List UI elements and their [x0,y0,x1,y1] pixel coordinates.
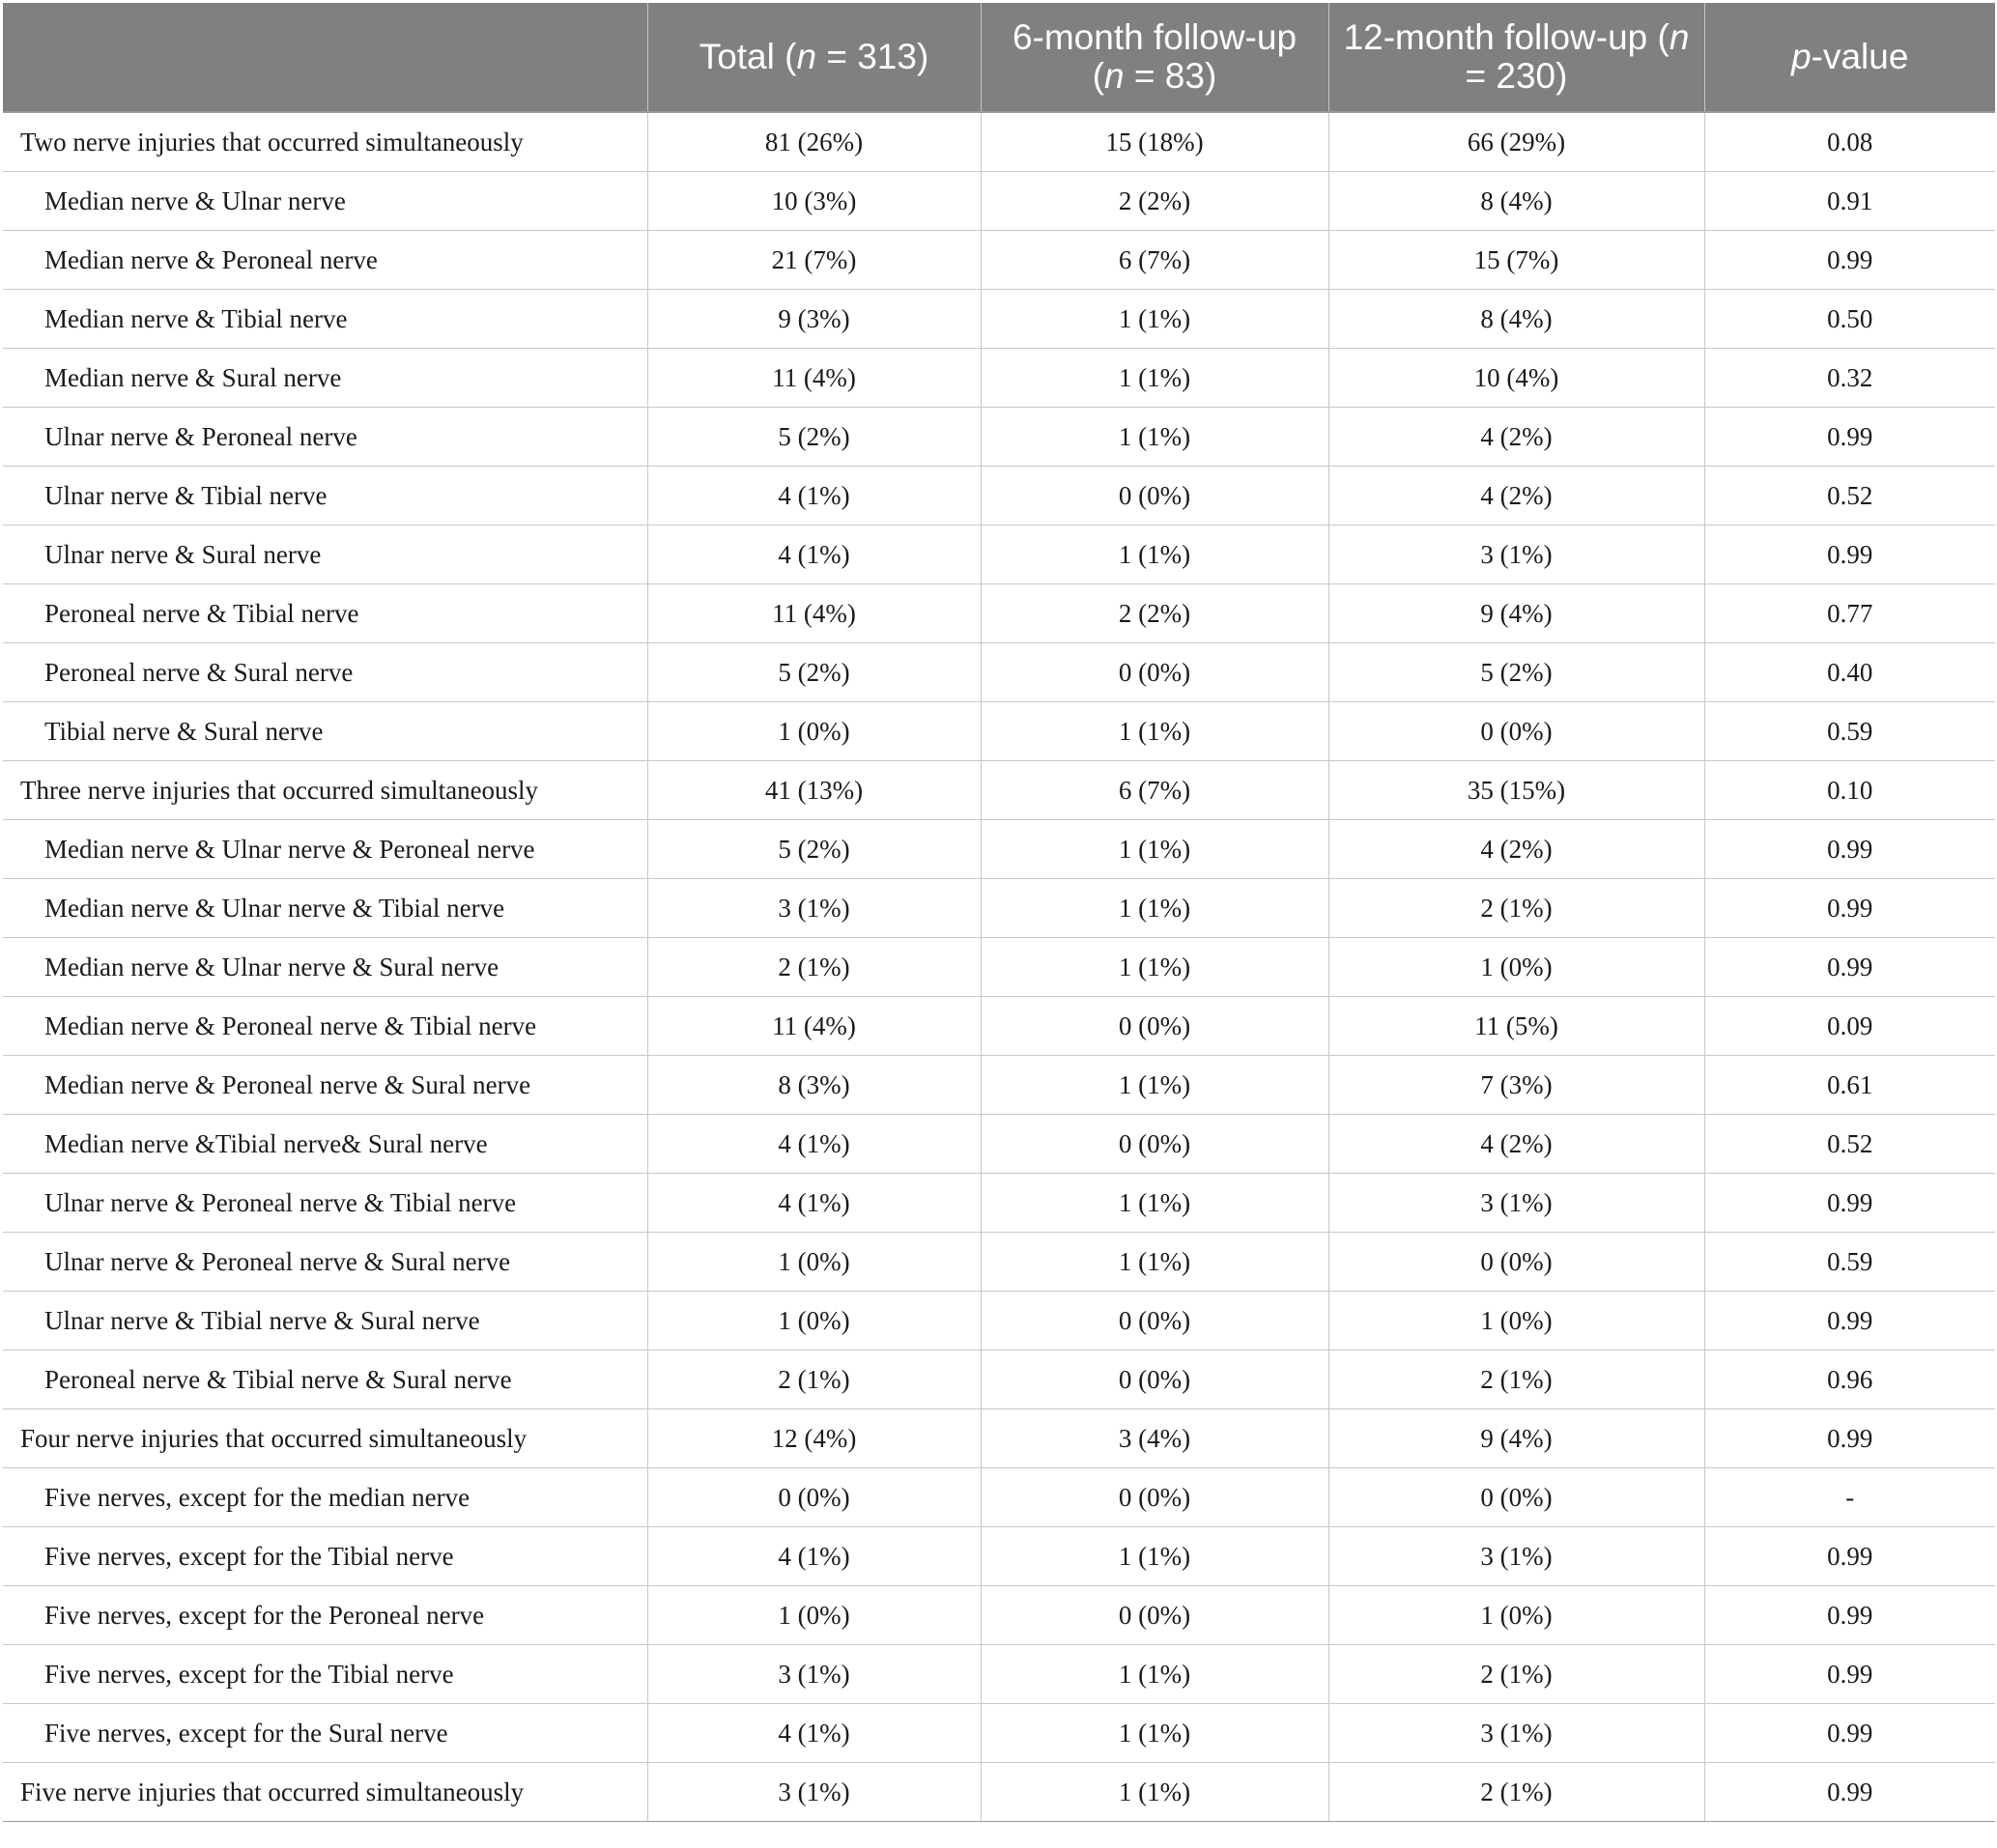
cell-p-value: 0.99 [1704,408,1995,467]
nerve-injury-table-container [3,3,1995,1822]
table-group-row [3,761,1995,820]
cell-p-value: - [1704,1468,1995,1527]
cell-6-month: 3 (4%) [981,1409,1328,1468]
cell-total: 3 (1%) [647,1645,981,1704]
cell-total: 11 (4%) [647,584,981,643]
cell-total: 8 (3%) [647,1056,981,1115]
row-label: Five nerves, except for the median nerve [3,1468,647,1527]
cell-p-value: 0.08 [1704,112,1995,172]
table-row [3,1645,1995,1704]
cell-p-value: 0.61 [1704,1056,1995,1115]
cell-12-month: 2 (1%) [1328,1350,1704,1409]
cell-total: 4 (1%) [647,467,981,526]
cell-total: 2 (1%) [647,938,981,997]
cell-6-month: 0 (0%) [981,643,1328,702]
cell-6-month: 0 (0%) [981,1115,1328,1174]
cell-12-month: 4 (2%) [1328,467,1704,526]
row-label: Ulnar nerve & Peroneal nerve & Tibial nerve [3,1174,647,1233]
row-label: Ulnar nerve & Tibial nerve [3,467,647,526]
table-row [3,1115,1995,1174]
cell-total: 0 (0%) [647,1468,981,1527]
cell-total: 5 (2%) [647,643,981,702]
cell-12-month: 10 (4%) [1328,349,1704,408]
row-label: Five nerves, except for the Peroneal nerve [3,1586,647,1645]
cell-total: 11 (4%) [647,349,981,408]
table-row [3,1056,1995,1115]
header-6-month-post: = 83) [1124,56,1217,96]
cell-12-month: 35 (15%) [1328,761,1704,820]
table-row [3,1527,1995,1586]
cell-12-month: 15 (7%) [1328,231,1704,290]
table-row [3,1704,1995,1763]
header-total-ital: n [796,37,817,76]
cell-6-month: 1 (1%) [981,1174,1328,1233]
cell-total: 5 (2%) [647,820,981,879]
cell-p-value: 0.99 [1704,1174,1995,1233]
row-label: Peroneal nerve & Tibial nerve [3,584,647,643]
cell-6-month: 1 (1%) [981,938,1328,997]
cell-p-value: 0.99 [1704,1645,1995,1704]
row-label: Four nerve injuries that occurred simultaneously [3,1409,647,1468]
row-label: Median nerve & Ulnar nerve [3,172,647,231]
header-total-pre: Total ( [699,37,797,76]
table-row [3,1174,1995,1233]
table-row [3,1586,1995,1645]
table-row [3,702,1995,761]
cell-6-month: 2 (2%) [981,172,1328,231]
header-p-value-ital: p [1791,37,1812,76]
cell-p-value: 0.59 [1704,1233,1995,1292]
table-row [3,643,1995,702]
cell-total: 21 (7%) [647,231,981,290]
cell-12-month: 3 (1%) [1328,526,1704,584]
row-label: Peroneal nerve & Tibial nerve & Sural nerve [3,1350,647,1409]
row-label: Median nerve & Ulnar nerve & Peroneal nerve [3,820,647,879]
cell-12-month: 2 (1%) [1328,879,1704,938]
cell-p-value: 0.52 [1704,1115,1995,1174]
cell-12-month: 11 (5%) [1328,997,1704,1056]
row-label: Median nerve & Ulnar nerve & Sural nerve [3,938,647,997]
row-label: Ulnar nerve & Sural nerve [3,526,647,584]
cell-12-month: 3 (1%) [1328,1527,1704,1586]
table-body [3,112,1995,1822]
header-12-month-pre: 12-month follow-up ( [1343,17,1669,57]
cell-total: 4 (1%) [647,1174,981,1233]
table-row [3,997,1995,1056]
table-row [3,408,1995,467]
row-label: Median nerve & Peroneal nerve & Sural nerve [3,1056,647,1115]
cell-6-month: 1 (1%) [981,1645,1328,1704]
cell-p-value: 0.59 [1704,702,1995,761]
table-row [3,231,1995,290]
row-label: Five nerves, except for the Sural nerve [3,1704,647,1763]
table-row [3,290,1995,349]
row-label: Median nerve & Tibial nerve [3,290,647,349]
cell-12-month: 66 (29%) [1328,112,1704,172]
cell-12-month: 0 (0%) [1328,1233,1704,1292]
cell-6-month: 1 (1%) [981,1704,1328,1763]
row-label: Median nerve & Peroneal nerve [3,231,647,290]
header-6-month-ital: n [1104,56,1125,96]
header-total [647,3,981,112]
cell-6-month: 0 (0%) [981,1292,1328,1350]
cell-6-month: 0 (0%) [981,1468,1328,1527]
row-label: Five nerves, except for the Tibial nerve [3,1527,647,1586]
cell-6-month: 1 (1%) [981,408,1328,467]
cell-p-value: 0.10 [1704,761,1995,820]
cell-6-month: 1 (1%) [981,1233,1328,1292]
cell-6-month: 1 (1%) [981,1056,1328,1115]
row-label: Ulnar nerve & Peroneal nerve [3,408,647,467]
cell-6-month: 0 (0%) [981,467,1328,526]
cell-total: 11 (4%) [647,997,981,1056]
cell-p-value: 0.32 [1704,349,1995,408]
nerve-injury-table [3,3,1995,1822]
cell-6-month: 1 (1%) [981,702,1328,761]
header-12-month [1328,3,1704,112]
cell-total: 1 (0%) [647,1586,981,1645]
cell-12-month: 2 (1%) [1328,1645,1704,1704]
table-header [3,3,1995,112]
cell-p-value: 0.99 [1704,820,1995,879]
cell-total: 3 (1%) [647,1763,981,1822]
table-row [3,172,1995,231]
table-row [3,1350,1995,1409]
table-group-row [3,1763,1995,1822]
table-group-row [3,112,1995,172]
table-row [3,526,1995,584]
cell-6-month: 1 (1%) [981,526,1328,584]
cell-12-month: 3 (1%) [1328,1174,1704,1233]
row-label: Median nerve & Sural nerve [3,349,647,408]
cell-6-month: 0 (0%) [981,1586,1328,1645]
cell-p-value: 0.96 [1704,1350,1995,1409]
cell-12-month: 4 (2%) [1328,1115,1704,1174]
cell-12-month: 8 (4%) [1328,290,1704,349]
header-p-value [1704,3,1995,112]
cell-p-value: 0.99 [1704,1763,1995,1822]
cell-total: 3 (1%) [647,879,981,938]
cell-6-month: 1 (1%) [981,290,1328,349]
cell-12-month: 0 (0%) [1328,702,1704,761]
cell-p-value: 0.99 [1704,1586,1995,1645]
header-total-post: = 313) [816,37,929,76]
cell-total: 4 (1%) [647,1115,981,1174]
cell-total: 5 (2%) [647,408,981,467]
cell-total: 1 (0%) [647,702,981,761]
table-row [3,879,1995,938]
table-row [3,584,1995,643]
table-row [3,938,1995,997]
cell-total: 10 (3%) [647,172,981,231]
cell-12-month: 4 (2%) [1328,820,1704,879]
cell-total: 2 (1%) [647,1350,981,1409]
row-label: Median nerve &Tibial nerve& Sural nerve [3,1115,647,1174]
cell-12-month: 5 (2%) [1328,643,1704,702]
row-label: Three nerve injuries that occurred simultaneously [3,761,647,820]
header-p-value-post: -value [1811,37,1909,76]
cell-total: 12 (4%) [647,1409,981,1468]
row-label: Median nerve & Peroneal nerve & Tibial nerve [3,997,647,1056]
cell-6-month: 1 (1%) [981,879,1328,938]
header-6-month-pre: 6-month follow-up ( [1012,17,1298,96]
cell-12-month: 8 (4%) [1328,172,1704,231]
header-empty [3,3,647,112]
table-row [3,820,1995,879]
cell-p-value: 0.77 [1704,584,1995,643]
cell-6-month: 1 (1%) [981,1763,1328,1822]
row-label: Ulnar nerve & Tibial nerve & Sural nerve [3,1292,647,1350]
cell-6-month: 1 (1%) [981,349,1328,408]
cell-12-month: 9 (4%) [1328,1409,1704,1468]
cell-12-month: 7 (3%) [1328,1056,1704,1115]
cell-6-month: 0 (0%) [981,1350,1328,1409]
cell-total: 1 (0%) [647,1233,981,1292]
cell-p-value: 0.91 [1704,172,1995,231]
cell-p-value: 0.99 [1704,231,1995,290]
header-12-month-ital: n [1669,17,1690,57]
header-row [3,3,1995,112]
cell-p-value: 0.99 [1704,526,1995,584]
cell-6-month: 6 (7%) [981,761,1328,820]
cell-p-value: 0.99 [1704,1704,1995,1763]
table-row [3,1468,1995,1527]
cell-6-month: 6 (7%) [981,231,1328,290]
cell-12-month: 1 (0%) [1328,1586,1704,1645]
row-label: Five nerve injuries that occurred simultaneously [3,1763,647,1822]
cell-p-value: 0.09 [1704,997,1995,1056]
cell-total: 41 (13%) [647,761,981,820]
cell-6-month: 15 (18%) [981,112,1328,172]
cell-total: 4 (1%) [647,1704,981,1763]
row-label: Two nerve injuries that occurred simultaneously [3,112,647,172]
cell-6-month: 1 (1%) [981,1527,1328,1586]
row-label: Ulnar nerve & Peroneal nerve & Sural nerve [3,1233,647,1292]
cell-12-month: 0 (0%) [1328,1468,1704,1527]
table-group-row [3,1409,1995,1468]
row-label: Peroneal nerve & Sural nerve [3,643,647,702]
cell-total: 81 (26%) [647,112,981,172]
cell-total: 1 (0%) [647,1292,981,1350]
header-12-month-post: = 230) [1465,56,1568,96]
cell-12-month: 3 (1%) [1328,1704,1704,1763]
cell-p-value: 0.99 [1704,1409,1995,1468]
cell-6-month: 2 (2%) [981,584,1328,643]
header-6-month [981,3,1328,112]
cell-total: 4 (1%) [647,1527,981,1586]
cell-12-month: 2 (1%) [1328,1763,1704,1822]
cell-p-value: 0.99 [1704,879,1995,938]
cell-12-month: 1 (0%) [1328,1292,1704,1350]
cell-p-value: 0.50 [1704,290,1995,349]
cell-6-month: 1 (1%) [981,820,1328,879]
row-label: Five nerves, except for the Tibial nerve [3,1645,647,1704]
cell-12-month: 1 (0%) [1328,938,1704,997]
table-row [3,467,1995,526]
table-row [3,349,1995,408]
cell-p-value: 0.99 [1704,1292,1995,1350]
cell-12-month: 4 (2%) [1328,408,1704,467]
table-row [3,1292,1995,1350]
cell-p-value: 0.40 [1704,643,1995,702]
cell-total: 9 (3%) [647,290,981,349]
cell-6-month: 0 (0%) [981,997,1328,1056]
cell-12-month: 9 (4%) [1328,584,1704,643]
row-label: Median nerve & Ulnar nerve & Tibial nerve [3,879,647,938]
cell-p-value: 0.99 [1704,1527,1995,1586]
cell-p-value: 0.99 [1704,938,1995,997]
row-label: Tibial nerve & Sural nerve [3,702,647,761]
cell-total: 4 (1%) [647,526,981,584]
cell-p-value: 0.52 [1704,467,1995,526]
table-row [3,1233,1995,1292]
